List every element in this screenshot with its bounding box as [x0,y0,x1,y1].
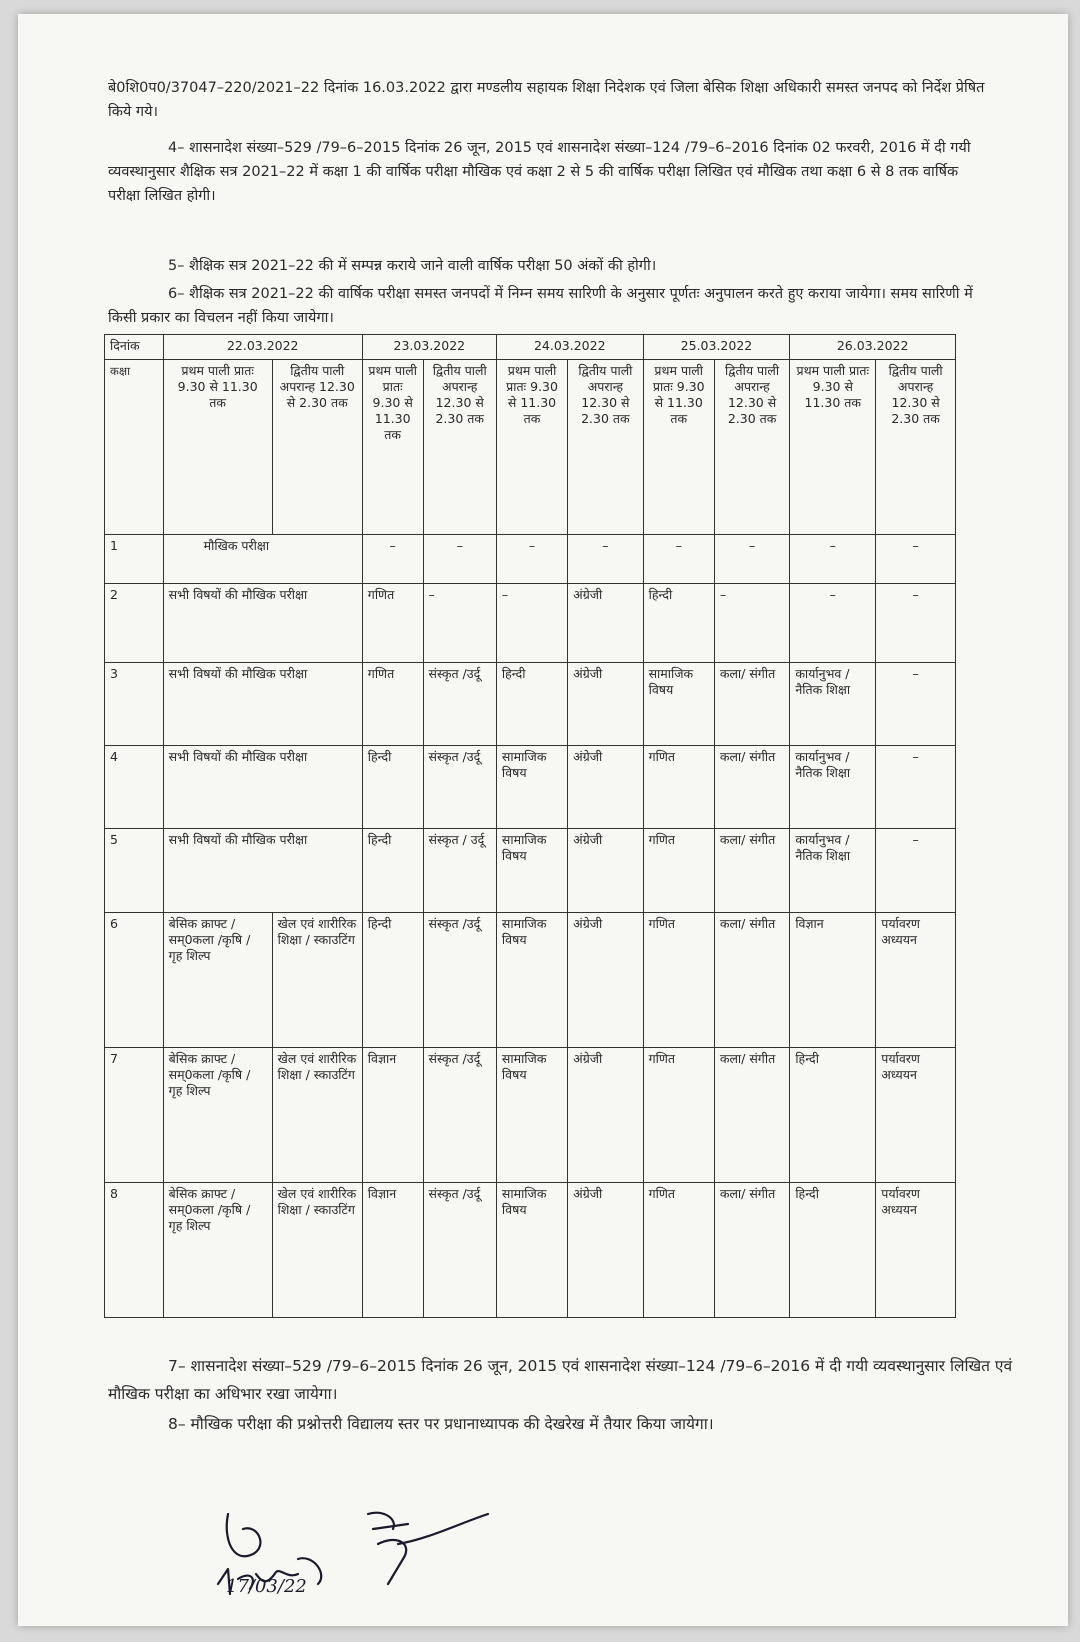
table-cell: हिन्दी [790,1047,876,1182]
table-cell: – [714,584,789,663]
class-number: 2 [105,584,164,663]
table-cell: विज्ञान [362,1047,423,1182]
signature-image [198,1484,498,1604]
date-header-row [105,335,956,360]
table-row-class-5 [105,829,956,912]
date-5: 26.03.2022 [790,335,956,360]
table-row-class-8 [105,1182,956,1317]
date-label: दिनांक [105,335,164,360]
date-2: 23.03.2022 [362,335,496,360]
class-number: 6 [105,912,164,1047]
table-cell: विज्ञान [362,1182,423,1317]
date-4: 25.03.2022 [643,335,790,360]
table-cell: – [790,584,876,663]
shift-cell: प्रथम पाली प्रातः 9.30 से 11.30 तक [362,360,423,535]
table-cell: सामाजिक विषय [496,829,567,912]
table-cell: पर्यावरण अध्ययन [876,1182,956,1317]
table-cell: सामाजिक विषय [496,912,567,1047]
table-cell: हिन्दी [643,584,714,663]
table-row-class-3 [105,663,956,746]
table-cell: अंग्रेजी [568,829,643,912]
paragraph-6: 6– शैक्षिक सत्र 2021–22 की वार्षिक परीक्षा समस्त जनपदों में निम्न समय सारिणी के अनुसार पूर्णतः अनुपालन करते हुए कराया जायेगा। समय सारिणी में किसी प्रकार का विचलन नहीं किया जायेगा। [108,286,973,326]
date-3: 24.03.2022 [496,335,643,360]
table-cell: विज्ञान [790,912,876,1047]
table-cell: गणित [643,1182,714,1317]
table-row-class-2 [105,584,956,663]
table-cell: खेल एवं शारीरिक शिक्षा / स्काउटिंग [272,1182,362,1317]
shift-cell: प्रथम पाली प्रातः 9.30 से 11.30 तक [643,360,714,535]
shift-cell: द्वितीय पाली अपरान्ह 12.30 से 2.30 तक [272,360,362,535]
paragraph-5: 5– शैक्षिक सत्र 2021–22 की में सम्पन्न कराये जाने वाली वार्षिक परीक्षा 50 अंकों की होगी। [168,258,657,274]
class-number: 5 [105,829,164,912]
table-cell: गणित [643,912,714,1047]
table-cell: – [790,535,876,584]
paragraph-4: 4– शासनादेश संख्या–529 /79–6–2015 दिनांक 26 जून, 2015 एवं शासनादेश संख्या–124 /79–6–2016 दिनांक 02 फरवरी, 2016 में दी गयी व्यवस्थानुसार शैक्षिक सत्र 2021–22 में कक्षा 1 की वार्षिक परीक्षा मौखिक एवं कक्षा 2 से 5 की वार्षिक परीक्षा लिखित एवं मौखिक तथा कक्षा 6 से 8 तक वार्षिक परीक्षा लिखित होगी। [108,140,971,204]
class-number: 3 [105,663,164,746]
table-cell: कार्यानुभव / नैतिक शिक्षा [790,746,876,829]
table-row-class-1 [105,535,956,584]
table-cell: मौखिक परीक्षा [163,535,362,584]
table-cell: सामाजिक विषय [643,663,714,746]
signature-date: 17/03/22 [226,1576,307,1597]
exam-schedule-table [104,334,956,1318]
table-cell: – [423,535,496,584]
table-row-class-6 [105,912,956,1047]
class-number: 1 [105,535,164,584]
table-cell: संस्कृत /उर्दू [423,1047,496,1182]
table-cell: हिन्दी [362,829,423,912]
table-cell: बेसिक क्राफ्ट / सम्0कला /कृषि / गृह शिल्प [163,1047,272,1182]
paragraph-7: 7– शासनादेश संख्या–529 /79–6–2015 दिनांक 26 जून, 2015 एवं शासनादेश संख्या–124 /79–6–2016 में दी गयी व्यवस्थानुसार लिखित एवं मौखिक परीक्षा का अधिभार रखा जायेगा। [108,1357,1013,1403]
table-row-class-4 [105,746,956,829]
table-cell: गणित [362,584,423,663]
table-cell: अंग्रेजी [568,1182,643,1317]
table-cell: कला/ संगीत [714,663,789,746]
table-cell: गणित [643,1047,714,1182]
table-cell: अंग्रेजी [568,746,643,829]
table-cell: सामाजिक विषय [496,1047,567,1182]
table-cell: कार्यानुभव / नैतिक शिक्षा [790,829,876,912]
document-page [18,14,1068,1626]
table-cell: हिन्दी [790,1182,876,1317]
table-row-class-7 [105,1047,956,1182]
table-cell: संस्कृत /उर्दू [423,746,496,829]
class-label: कक्षा [105,360,164,535]
table-cell: सामाजिक विषय [496,746,567,829]
table-cell: सभी विषयों की मौखिक परीक्षा [163,746,362,829]
table-cell: अंग्रेजी [568,912,643,1047]
table-cell: अंग्रेजी [568,663,643,746]
table-cell: हिन्दी [496,663,567,746]
table-cell: गणित [362,663,423,746]
table-cell: हिन्दी [362,912,423,1047]
shift-header-row [105,360,956,535]
table-cell: सभी विषयों की मौखिक परीक्षा [163,663,362,746]
shift-cell: द्वितीय पाली अपरान्ह 12.30 से 2.30 तक [714,360,789,535]
table-cell: सामाजिक विषय [496,1182,567,1317]
table-cell: – [876,535,956,584]
table-cell: – [876,663,956,746]
table-cell: – [876,584,956,663]
class-number: 4 [105,746,164,829]
table-cell: खेल एवं शारीरिक शिक्षा / स्काउटिंग [272,912,362,1047]
table-cell: खेल एवं शारीरिक शिक्षा / स्काउटिंग [272,1047,362,1182]
table-cell: पर्यावरण अध्ययन [876,912,956,1047]
table-cell: कला/ संगीत [714,829,789,912]
shift-cell: द्वितीय पाली अपरान्ह 12.30 से 2.30 तक [876,360,956,535]
class-number: 7 [105,1047,164,1182]
table-cell: कला/ संगीत [714,912,789,1047]
table-cell: कला/ संगीत [714,1182,789,1317]
table-cell: संस्कृत /उर्दू [423,1182,496,1317]
table-cell: – [714,535,789,584]
intro-paragraph: बे0शि0प0/37047–220/2021–22 दिनांक 16.03.2022 द्वारा मण्डलीय सहायक शिक्षा निदेशक एवं जिला बेसिक शिक्षा अधिकारी समस्त जनपद को निर्देश प्रेषित किये गये। [108,80,985,120]
table-cell: पर्यावरण अध्ययन [876,1047,956,1182]
shift-cell: प्रथम पाली प्रातः 9.30 से 11.30 तक [790,360,876,535]
table-cell: – [496,535,567,584]
table-cell: अंग्रेजी [568,584,643,663]
table-cell: – [876,829,956,912]
table-cell: बेसिक क्राफ्ट / सम्0कला /कृषि / गृह शिल्प [163,1182,272,1317]
table-cell: अंग्रेजी [568,1047,643,1182]
shift-cell: प्रथम पाली प्रातः 9.30 से 11.30 तक [163,360,272,535]
table-cell: – [876,746,956,829]
table-cell: बेसिक क्राफ्ट / सम्0कला /कृषि / गृह शिल्प [163,912,272,1047]
table-cell: – [568,535,643,584]
table-cell: कला/ संगीत [714,746,789,829]
table-cell: – [643,535,714,584]
date-1: 22.03.2022 [163,335,362,360]
table-cell: संस्कृत / उर्दू [423,829,496,912]
table-cell: कार्यानुभव / नैतिक शिक्षा [790,663,876,746]
table-cell: संस्कृत /उर्दू [423,663,496,746]
table-cell: कला/ संगीत [714,1047,789,1182]
table-cell: सभी विषयों की मौखिक परीक्षा [163,584,362,663]
table-cell: गणित [643,829,714,912]
class-number: 8 [105,1182,164,1317]
table-cell: गणित [643,746,714,829]
paragraph-8: 8– मौखिक परीक्षा की प्रश्नोत्तरी विद्यालय स्तर पर प्रधानाध्यापक की देखरेख में तैयार किया जायेगा। [168,1415,714,1433]
table-cell: – [362,535,423,584]
table-cell: – [496,584,567,663]
table-cell: सभी विषयों की मौखिक परीक्षा [163,829,362,912]
shift-cell: द्वितीय पाली अपरान्ह 12.30 से 2.30 तक [423,360,496,535]
table-cell: – [423,584,496,663]
shift-cell: प्रथम पाली प्रातः 9.30 से 11.30 तक [496,360,567,535]
shift-cell: द्वितीय पाली अपरान्ह 12.30 से 2.30 तक [568,360,643,535]
table-cell: हिन्दी [362,746,423,829]
table-cell: संस्कृत /उर्दू [423,912,496,1047]
